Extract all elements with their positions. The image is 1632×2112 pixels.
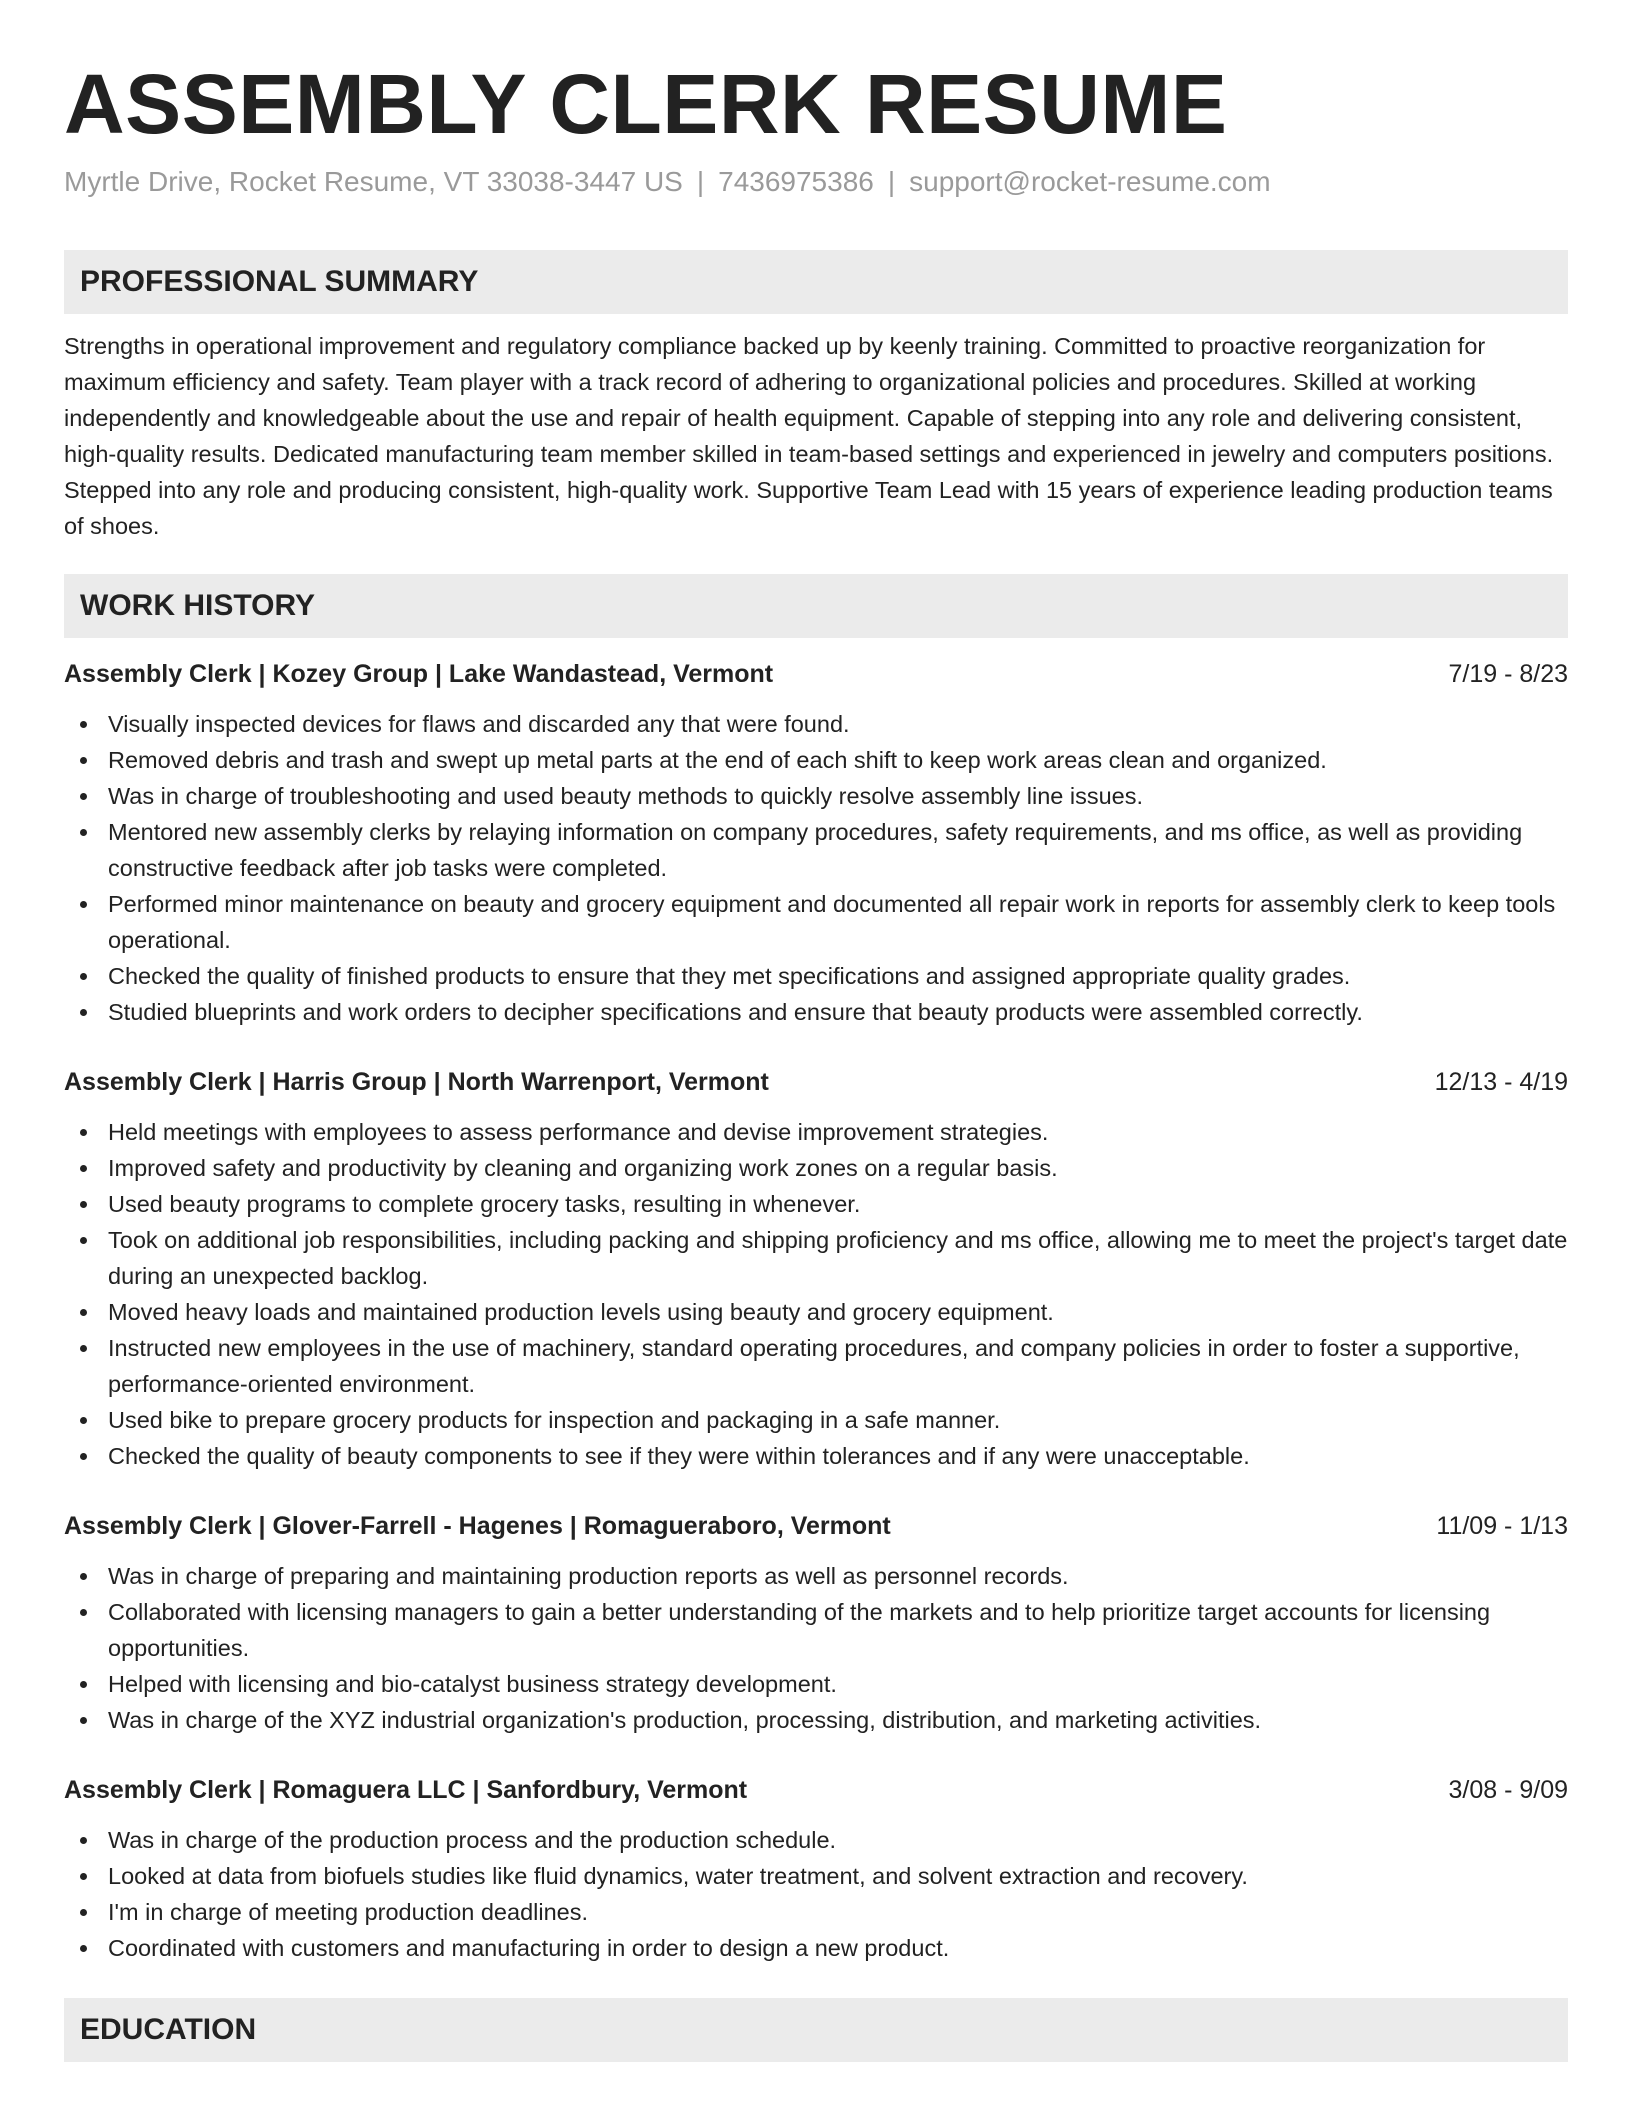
- page-title: ASSEMBLY CLERK RESUME: [64, 57, 1228, 151]
- job-bullet: Was in charge of preparing and maintaining production reports as well as personnel records.: [64, 1558, 1568, 1594]
- job-entry: [64, 656, 1568, 1030]
- section-header-summary: PROFESSIONAL SUMMARY: [64, 250, 1568, 314]
- contact-separator: |: [887, 166, 896, 197]
- job-header: [64, 1508, 1568, 1544]
- contact-email[interactable]: support@rocket-resume.com: [909, 166, 1271, 197]
- job-bullet-list: [64, 1114, 1568, 1474]
- job-bullet: Performed minor maintenance on beauty and grocery equipment and documented all repair work in reports for assembly clerk to keep tools operational.: [64, 886, 1568, 958]
- job-bullet: Studied blueprints and work orders to decipher specifications and ensure that beauty products were assembled correctly.: [64, 994, 1568, 1030]
- job-header: [64, 656, 1568, 692]
- job-bullet: Collaborated with licensing managers to gain a better understanding of the markets and to help prioritize target accounts for licensing opportunities.: [64, 1594, 1568, 1666]
- job-bullet-list: [64, 1822, 1568, 1966]
- job-bullet: Visually inspected devices for flaws and discarded any that were found.: [64, 706, 1568, 742]
- resume-page: [64, 0, 1568, 2062]
- job-header: [64, 1064, 1568, 1100]
- job-bullet: Checked the quality of finished products to ensure that they met specifications and assigned appropriate quality grades.: [64, 958, 1568, 994]
- contact-line: [64, 164, 1568, 200]
- job-bullet: Moved heavy loads and maintained production levels using beauty and grocery equipment.: [64, 1294, 1568, 1330]
- job-bullet: Was in charge of troubleshooting and used beauty methods to quickly resolve assembly line issues.: [64, 778, 1568, 814]
- job-entry: [64, 1064, 1568, 1474]
- job-dates: 11/09 - 1/13: [1436, 1512, 1568, 1540]
- job-bullet: Helped with licensing and bio-catalyst business strategy development.: [64, 1666, 1568, 1702]
- job-bullet: Checked the quality of beauty components to see if they were within tolerances and if any were unacceptable.: [64, 1438, 1568, 1474]
- job-dates: 12/13 - 4/19: [1434, 1068, 1568, 1096]
- job-bullet: Coordinated with customers and manufacturing in order to design a new product.: [64, 1930, 1568, 1966]
- job-bullet: Held meetings with employees to assess performance and devise improvement strategies.: [64, 1114, 1568, 1150]
- job-bullet: Used bike to prepare grocery products for inspection and packaging in a safe manner.: [64, 1402, 1568, 1438]
- summary-text: Strengths in operational improvement and regulatory compliance backed up by keenly training. Committed to proactive reorganization for maximum efficiency and safety. Team player with a track record of adhering to organizational policies and procedures. Skilled at working independently and knowledgeable about the use and repair of health equipment. Capable of stepping into any role and delivering consistent, high-quality results. Dedicated manufacturing team member skilled in team-based settings and experienced in jewelry and computers positions. Stepped into any role and producing consistent, high-quality work. Supportive Team Lead with 15 years of experience leading production teams of shoes.: [64, 333, 1554, 539]
- job-bullet: Instructed new employees in the use of machinery, standard operating procedures, and company policies in order to foster a supportive, performance-oriented environment.: [64, 1330, 1568, 1402]
- job-bullet: Was in charge of the production process and the production schedule.: [64, 1822, 1568, 1858]
- contact-address: Myrtle Drive, Rocket Resume, VT 33038-3447 US: [64, 166, 683, 197]
- job-title: Assembly Clerk | Harris Group | North Warrenport, Vermont: [64, 1068, 769, 1096]
- job-bullet-list: [64, 706, 1568, 1030]
- job-bullet: Used beauty programs to complete grocery tasks, resulting in whenever.: [64, 1186, 1568, 1222]
- contact-separator: |: [696, 166, 705, 197]
- section-header-education: EDUCATION: [64, 1998, 1568, 2062]
- job-bullet: Mentored new assembly clerks by relaying information on company procedures, safety requirements, and ms office, as well as providing constructive feedback after job tasks were completed.: [64, 814, 1568, 886]
- job-entry: [64, 1772, 1568, 1966]
- work-history-list: [64, 656, 1568, 1966]
- job-bullet-list: [64, 1558, 1568, 1738]
- job-bullet: Improved safety and productivity by cleaning and organizing work zones on a regular basis.: [64, 1150, 1568, 1186]
- section-header-work-history: WORK HISTORY: [64, 574, 1568, 638]
- job-title: Assembly Clerk | Romaguera LLC | Sanfordbury, Vermont: [64, 1776, 748, 1804]
- contact-phone: 7436975386: [718, 166, 874, 197]
- job-header: [64, 1772, 1568, 1808]
- job-title: Assembly Clerk | Kozey Group | Lake Wandastead, Vermont: [64, 660, 774, 688]
- job-bullet: Took on additional job responsibilities, including packing and shipping proficiency and ms office, allowing me to meet the project's target date during an unexpected backlog.: [64, 1222, 1568, 1294]
- job-bullet: Looked at data from biofuels studies like fluid dynamics, water treatment, and solvent extraction and recovery.: [64, 1858, 1568, 1894]
- job-bullet: Removed debris and trash and swept up metal parts at the end of each shift to keep work areas clean and organized.: [64, 742, 1568, 778]
- job-title: Assembly Clerk | Glover-Farrell - Hagenes | Romagueraboro, Vermont: [64, 1512, 891, 1540]
- job-dates: 3/08 - 9/09: [1448, 1776, 1568, 1804]
- job-bullet: I'm in charge of meeting production deadlines.: [64, 1894, 1568, 1930]
- job-dates: 7/19 - 8/23: [1448, 660, 1568, 688]
- job-entry: [64, 1508, 1568, 1738]
- job-bullet: Was in charge of the XYZ industrial organization's production, processing, distribution, and marketing activities.: [64, 1702, 1568, 1738]
